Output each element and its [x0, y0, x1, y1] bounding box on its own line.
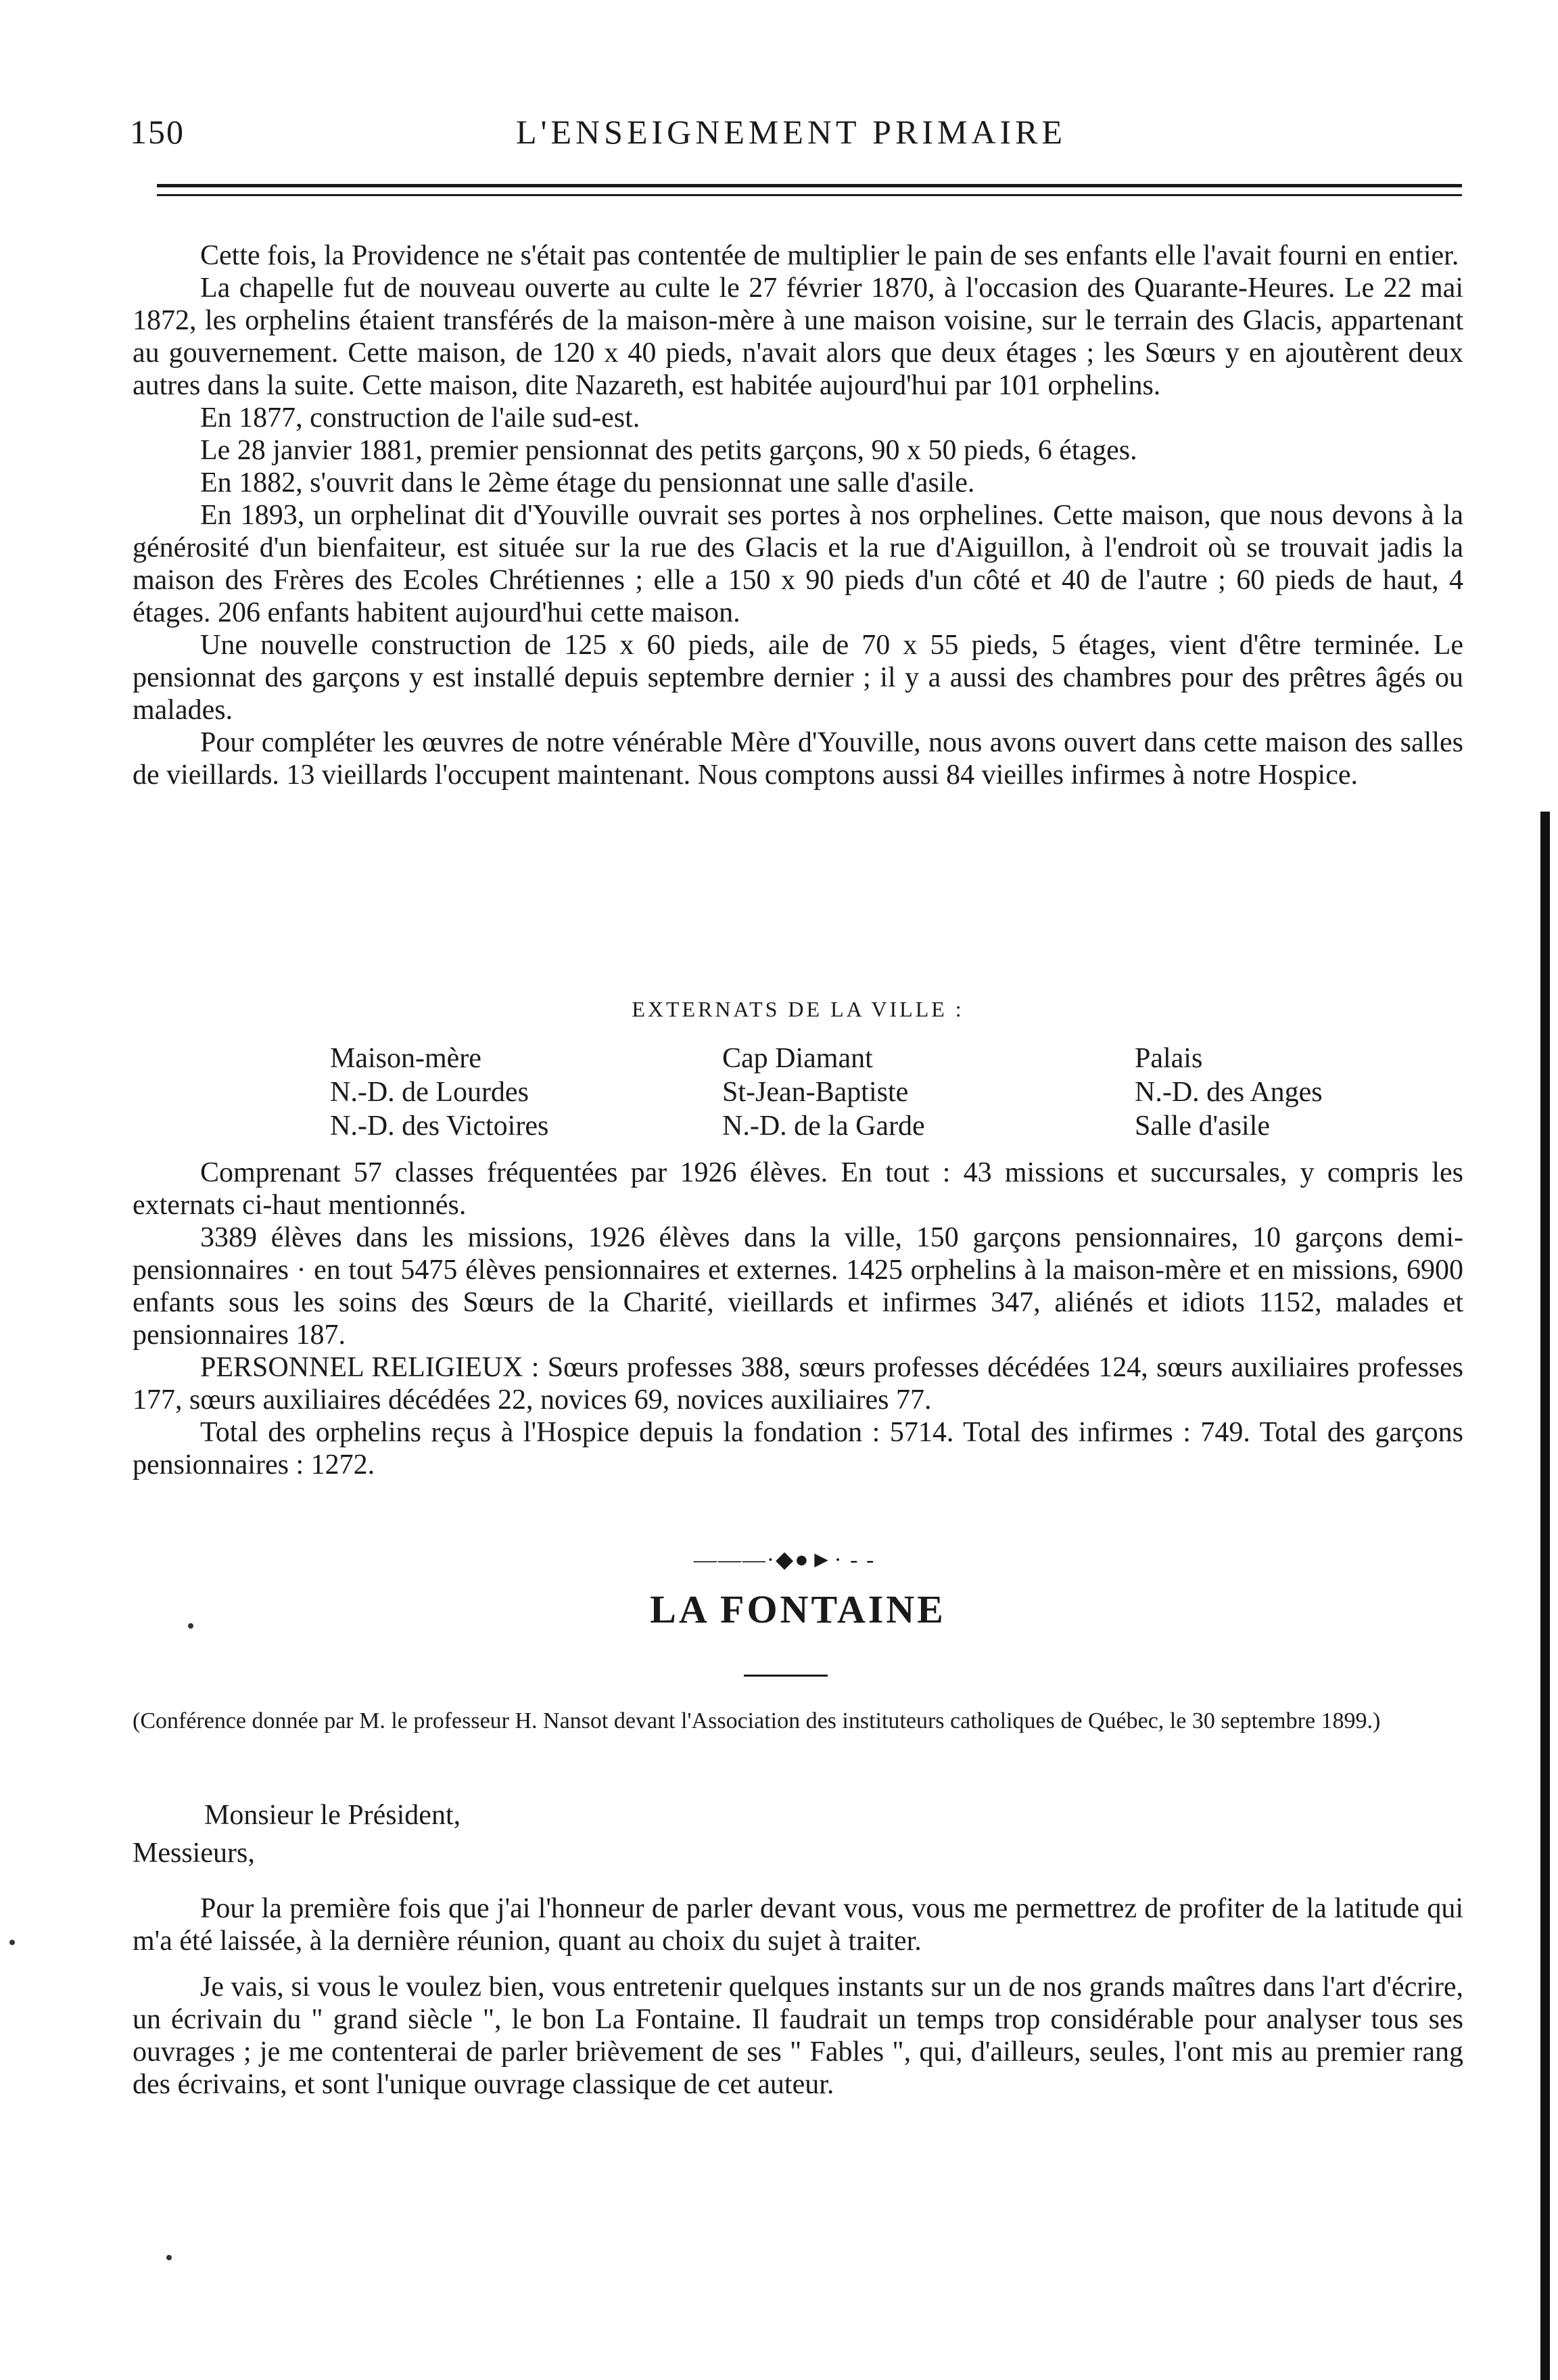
paragraph: En 1893, un orphelinat dit d'Youville ouvrait ses portes à nos orphelines. Cette maison, que nous devons à la générosité d'un bienfaiteur, est située sur la rue des Glacis et la rue d'Aiguillon, à l'endroit où se trouvait jadis la maison des Frères des Ecoles Chrétiennes ; elle a 150 x 90 pieds d'un côté et 40 de l'autre ; 60 pieds de haut, 4 étages. 206 enfants habitent aujourd'hui cette maison. — [133, 500, 1463, 628]
paragraph: Total des orphelins reçus à l'Hospice depuis la fondation : 5714. Total des infirmes : 749. Total des garçons pensionnaires : 1272. — [133, 1417, 1463, 1480]
text-block-lecture — [133, 1892, 1463, 2114]
externat-item: N.-D. des Anges — [1135, 1077, 1323, 1108]
paragraph: Une nouvelle construction de 125 x 60 pieds, aile de 70 x 55 pieds, 5 étages, vient d'être terminée. Le pensionnat des garçons y est installé depuis septembre dernier ; il y a aussi des chambres pour des prêtres âgés ou malades. — [133, 630, 1463, 726]
paragraph: En 1882, s'ouvrit dans le 2ème étage du pensionnat une salle d'asile. — [200, 467, 975, 498]
speck-mark — [166, 2255, 172, 2260]
paragraph: PERSONNEL RELIGIEUX : Sœurs professes 388, sœurs professes décédées 124, sœurs auxiliaires professes 177, sœurs auxiliaires décédées 22, novices 69, novices auxiliaires 77. — [133, 1352, 1463, 1416]
paragraph: Cette fois, la Providence ne s'était pas contentée de multiplier le pain de ses enfants elle l'avait fourni en entier. — [200, 240, 1459, 271]
section-title: LA FONTAINE — [650, 1587, 946, 1631]
salutation-line: Messieurs, — [133, 1838, 255, 1869]
paragraph: La chapelle fut de nouveau ouverte au culte le 27 février 1870, à l'occasion des Quarante-Heures. Le 22 mai 1872, les orphelins étaient transférés de la maison-mère à une maison voisine, sur le terrain des Glacis, appartenant au gouvernement. Cette maison, de 120 x 40 pieds, n'avait alors que deux étages ; les Sœurs y en ajoutèrent deux autres dans la suite. Cette maison, dite Nazareth, est habitée aujourd'hui par 101 orphelins. — [133, 273, 1463, 401]
paragraph: Pour compléter les œuvres de notre vénérable Mère d'Youville, nous avons ouvert dans cette maison des salles de vieillards. 13 vieillards l'occupent maintenant. Nous comptons aussi 84 vieilles infirmes à notre Hospice. — [133, 727, 1463, 791]
text-block-statistics — [133, 1157, 1463, 1481]
paragraph: Je vais, si vous le voulez bien, vous entretenir quelques instants sur un de nos grands maîtres dans l'art d'écrire, un écrivain du " grand siècle ", le bon La Fontaine. Il faudrait un temps trop considérable pour analyser tous ses ouvrages ; je me contenterai de parler brièvement de ses " Fables ", qui, d'ailleurs, seules, l'ont mis au premier rang des écrivains, et sont l'unique ouvrage classique de cet auteur. — [133, 1971, 1463, 2100]
page-number: 150 — [130, 113, 185, 151]
externat-item: N.-D. de Lourdes — [330, 1077, 529, 1108]
externat-item: N.-D. des Victoires — [330, 1111, 549, 1142]
paragraph: Le 28 janvier 1881, premier pensionnat des petits garçons, 90 x 50 pieds, 6 étages. — [200, 435, 1137, 466]
externat-item: Cap Diamant — [722, 1043, 873, 1074]
paragraph: 3389 élèves dans les missions, 1926 élèves dans la ville, 150 garçons pensionnaires, 10 garçons demi-pensionnaires · en tout 5475 élèves pensionnaires et externes. 1425 orphelins à la maison-mère et en missions, 6900 enfants sous les soins des Sœurs de la Charité, vieillards et infirmes 347, aliénés et idiots 1152, malades et pensionnaires 187. — [133, 1222, 1463, 1351]
externat-item: N.-D. de la Garde — [722, 1111, 925, 1142]
speck-mark — [9, 1940, 15, 1945]
scan-edge-bar — [1540, 812, 1550, 2380]
externats-heading: EXTERNATS DE LA VILLE : — [632, 997, 964, 1021]
salutation-line: Monsieur le Président, — [204, 1800, 461, 1831]
page-header — [122, 107, 1461, 161]
externat-item: St-Jean-Baptiste — [722, 1077, 909, 1108]
externats-list — [330, 1042, 1439, 1143]
paragraph: Comprenant 57 classes fréquentées par 1926 élèves. En tout : 43 missions et succursales, y compris les externats ci-haut mentionnés. — [133, 1157, 1463, 1221]
externat-item: Salle d'asile — [1135, 1111, 1271, 1142]
speck-mark — [188, 1623, 193, 1629]
externat-item: Palais — [1135, 1043, 1203, 1074]
conference-note: (Conférence donnée par M. le professeur H. Nansot devant l'Association des instituteurs catholiques de Québec, le 30 septembre 1899.) — [133, 1708, 1381, 1733]
header-rule — [157, 184, 1462, 196]
externat-item: Maison-mère — [330, 1043, 481, 1074]
running-title: L'ENSEIGNEMENT PRIMAIRE — [515, 113, 1067, 151]
paragraph: Pour la première fois que j'ai l'honneur de parler devant vous, vous me permettrez de profiter de la latitude qui m'a été laissée, à la dernière réunion, quant au choix du sujet à traiter. — [133, 1893, 1463, 1957]
paragraph: En 1877, construction de l'aile sud-est. — [200, 402, 640, 434]
title-rule — [744, 1675, 828, 1677]
section-ornament: ———·◆●►· - - — [693, 1547, 876, 1572]
salutation — [133, 1796, 1463, 1872]
text-block-history — [133, 239, 1463, 791]
